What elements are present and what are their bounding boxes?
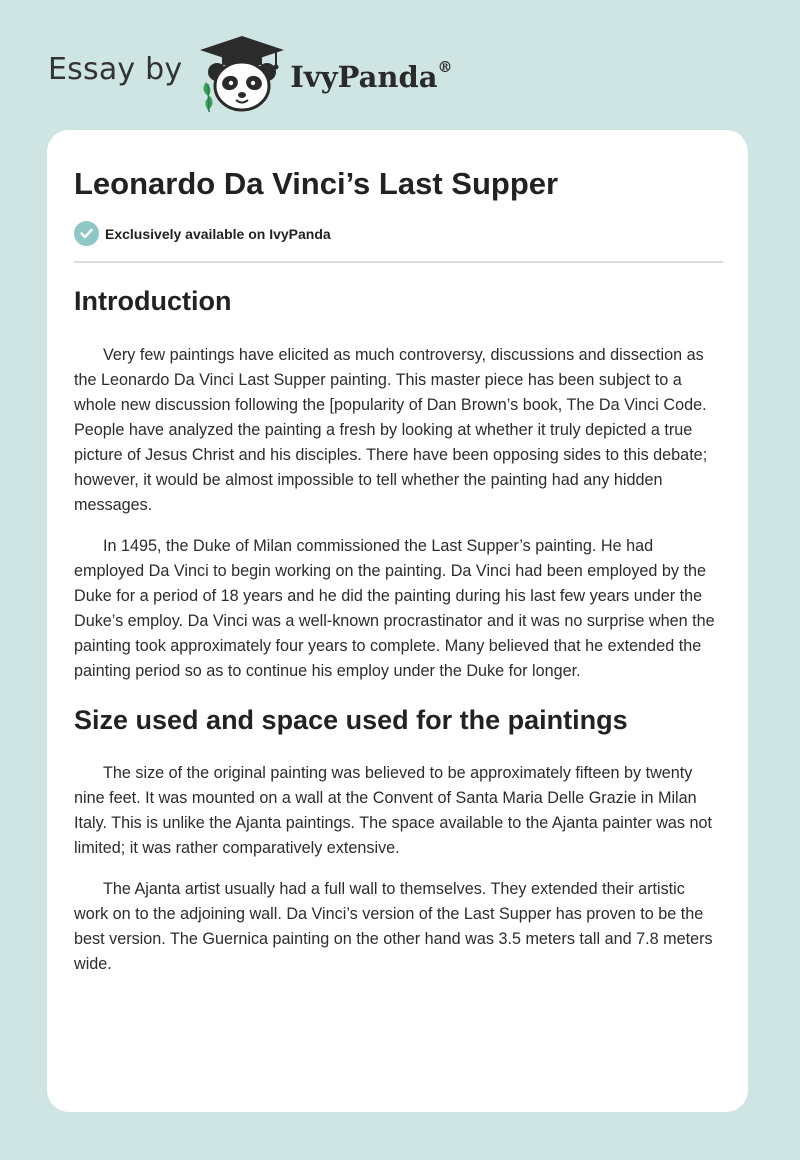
paragraph: The Ajanta artist usually had a full wall to themselves. They extended their artistic work on to the adjoining wall. Da Vinci’s version of the Last Supper has proven to be the best version. The Guernica painting on the other hand was 3.5 meters tall and 7.8 meters wide. bbox=[74, 880, 713, 973]
exclusive-badge bbox=[74, 221, 331, 246]
exclusive-label: Exclusively available on IvyPanda bbox=[105, 225, 331, 242]
registered-mark: ® bbox=[437, 58, 453, 76]
essay-by-label: Essay by bbox=[48, 51, 183, 87]
panda-graduate-icon[interactable] bbox=[196, 34, 288, 114]
page-title: Leonardo Da Vinci’s Last Supper bbox=[74, 166, 559, 201]
section-heading-introduction: Introduction bbox=[74, 286, 232, 316]
site-header bbox=[48, 34, 453, 114]
section-heading-size: Size used and space used for the paintings bbox=[74, 705, 628, 735]
title-divider bbox=[74, 261, 723, 263]
paragraph: In 1495, the Duke of Milan commissioned the Last Supper’s painting. He had employed Da Vinci to begin working on the painting. Da Vinci had been employed by the Duke for a period of 18 years and he did the painting during his last few years under the Duke’s employ. Da Vinci was a well-known procrastinator and it was no surprise when the painting took approximately four years to complete. Many believed that he extended the painting period so as to continue his employ under the Duke for longer. bbox=[74, 537, 715, 680]
check-icon bbox=[74, 221, 99, 246]
brand-name[interactable]: IvyPanda® bbox=[290, 58, 453, 94]
paragraph: Very few paintings have elicited as much controversy, discussions and dissection as the Leonardo Da Vinci Last Supper painting. This master piece has been subject to a whole new discussion following the [popularity of Dan Brown’s book, The Da Vinci Code. People have analyzed the painting a fresh by looking at whether it truly depicted a true picture of Jesus Christ and his disciples. There have been opposing sides to this debate; however, it would be almost impossible to tell whether the painting had any hidden messages. bbox=[74, 346, 708, 514]
paragraph: The size of the original painting was believed to be approximately fifteen by twenty nine feet. It was mounted on a wall at the Convent of Santa Maria Delle Grazie in Milan Italy. This is unlike the Ajanta paintings. The space available to the Ajanta painter was not limited; it was rather comparatively extensive. bbox=[74, 764, 713, 857]
essay-card bbox=[47, 130, 748, 1112]
